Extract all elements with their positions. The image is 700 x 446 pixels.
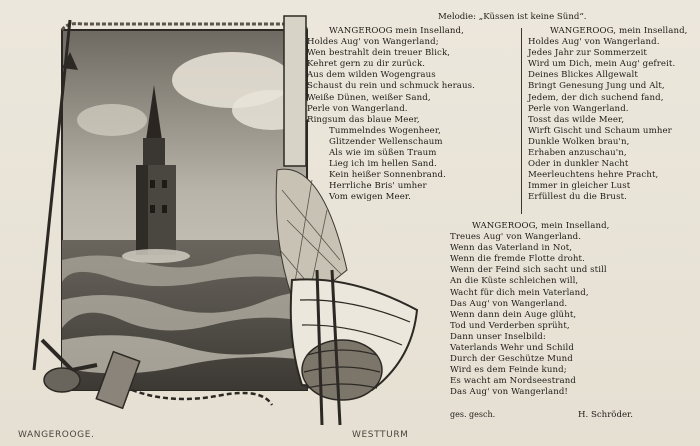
verse-line: Das Aug' von Wangerland.	[450, 298, 568, 309]
verse-1	[307, 26, 475, 204]
verse-line: Wirft Gischt und Schaum umher	[528, 125, 672, 136]
verse-line: Erhaben anzuschau'n,	[528, 148, 627, 159]
verse-line: Ringsum das blaue Meer,	[307, 114, 420, 125]
verse-line: Bringt Genesung Jung und Alt,	[528, 81, 665, 92]
subject-caption: WESTTURM	[352, 430, 409, 440]
verse-line: Wenn der Feind sich sacht und still	[450, 265, 607, 276]
place-caption: WANGEROOGE.	[18, 430, 95, 440]
verse-line: WANGEROOG, mein Inselland,	[472, 221, 610, 231]
verse-line: Tod und Verderben sprüht,	[450, 320, 570, 331]
verse-line: Schaust du rein und schmuck heraus.	[307, 81, 475, 92]
verse-line: An die Küste schleichen will,	[450, 276, 579, 287]
verse-line: WANGEROOG, mein Inselland,	[550, 26, 688, 36]
verse-line: Holdes Aug' von Wangerland;	[307, 37, 439, 48]
verse-line: Wacht für dich mein Vaterland,	[450, 287, 589, 298]
verse-line: Kehret gern zu dir zurück.	[307, 59, 426, 70]
verse-line: Das Aug' von Wangerland!	[450, 387, 568, 398]
verse-line: Lieg ich im hellen Sand.	[329, 159, 437, 170]
verse-line: Jedem, der dich suchend fand,	[528, 92, 664, 103]
verse-line: Erfüllest du die Brust.	[528, 192, 627, 203]
verse-line: Holdes Aug' von Wangerland.	[528, 37, 660, 48]
verse-line: Es wacht am Nordseestrand	[450, 376, 576, 387]
verse-line: Deines Blickes Allgewalt	[528, 70, 638, 81]
verse-line: Wen bestrahlt dein treuer Blick,	[307, 48, 451, 59]
verse-3	[450, 221, 610, 399]
verse-line: Aus dem wilden Wogengraus	[307, 70, 436, 81]
verse-line: Tummelndes Wogenheer,	[329, 125, 441, 136]
verse-line: Wird es dem Feinde kund;	[450, 365, 567, 376]
verse-line: Oder in dunkler Nacht	[528, 159, 629, 170]
verse-line: WANGEROOG mein Inselland,	[329, 26, 464, 36]
verse-line: Tosst das wilde Meer,	[528, 114, 625, 125]
verse-line: Dunkle Wolken brau'n,	[528, 136, 630, 147]
verse-line: Wenn dann dein Auge glüht,	[450, 309, 577, 320]
verse-line: Herrliche Bris' umher	[329, 181, 427, 192]
verse-line: Wird um Dich, mein Aug' gefreit.	[528, 59, 676, 70]
verse-line: Dann unser Inselbild:	[450, 331, 546, 342]
verse-line: Durch der Geschütze Mund	[450, 354, 573, 365]
melody-note: Melodie: „Küssen ist keine Sünd“.	[438, 12, 587, 22]
verse-line: Treues Aug' von Wangerland.	[450, 232, 582, 243]
verse-line: Wenn das Vaterland in Not,	[450, 243, 573, 254]
author-name: H. Schröder.	[578, 410, 633, 420]
verse-line: Vaterlands Wehr und Schild	[450, 343, 574, 354]
verse-line: Vom ewigen Meer.	[329, 192, 411, 203]
verse-line: Perle von Wangerland.	[528, 103, 629, 114]
verse-2	[528, 26, 688, 204]
column-divider	[521, 28, 522, 214]
verse-line: Perle von Wangerland.	[307, 103, 408, 114]
verse-line: Meerleuchtens hehre Pracht,	[528, 170, 659, 181]
verse-line: Wenn die fremde Flotte droht.	[450, 254, 585, 265]
verse-line: Glitzender Wellenschaum	[329, 136, 443, 147]
verse-line: Weiße Dünen, weißer Sand,	[307, 92, 431, 103]
verse-line: Jedes Jahr zur Sommerzeit	[528, 48, 647, 59]
verse-line: Kein heißer Sonnenbrand.	[329, 170, 446, 181]
verse-line: Immer in gleicher Lust	[528, 181, 631, 192]
copyright-note: ges. gesch.	[450, 410, 496, 419]
verse-line: Als wie im süßen Traum	[329, 148, 437, 159]
